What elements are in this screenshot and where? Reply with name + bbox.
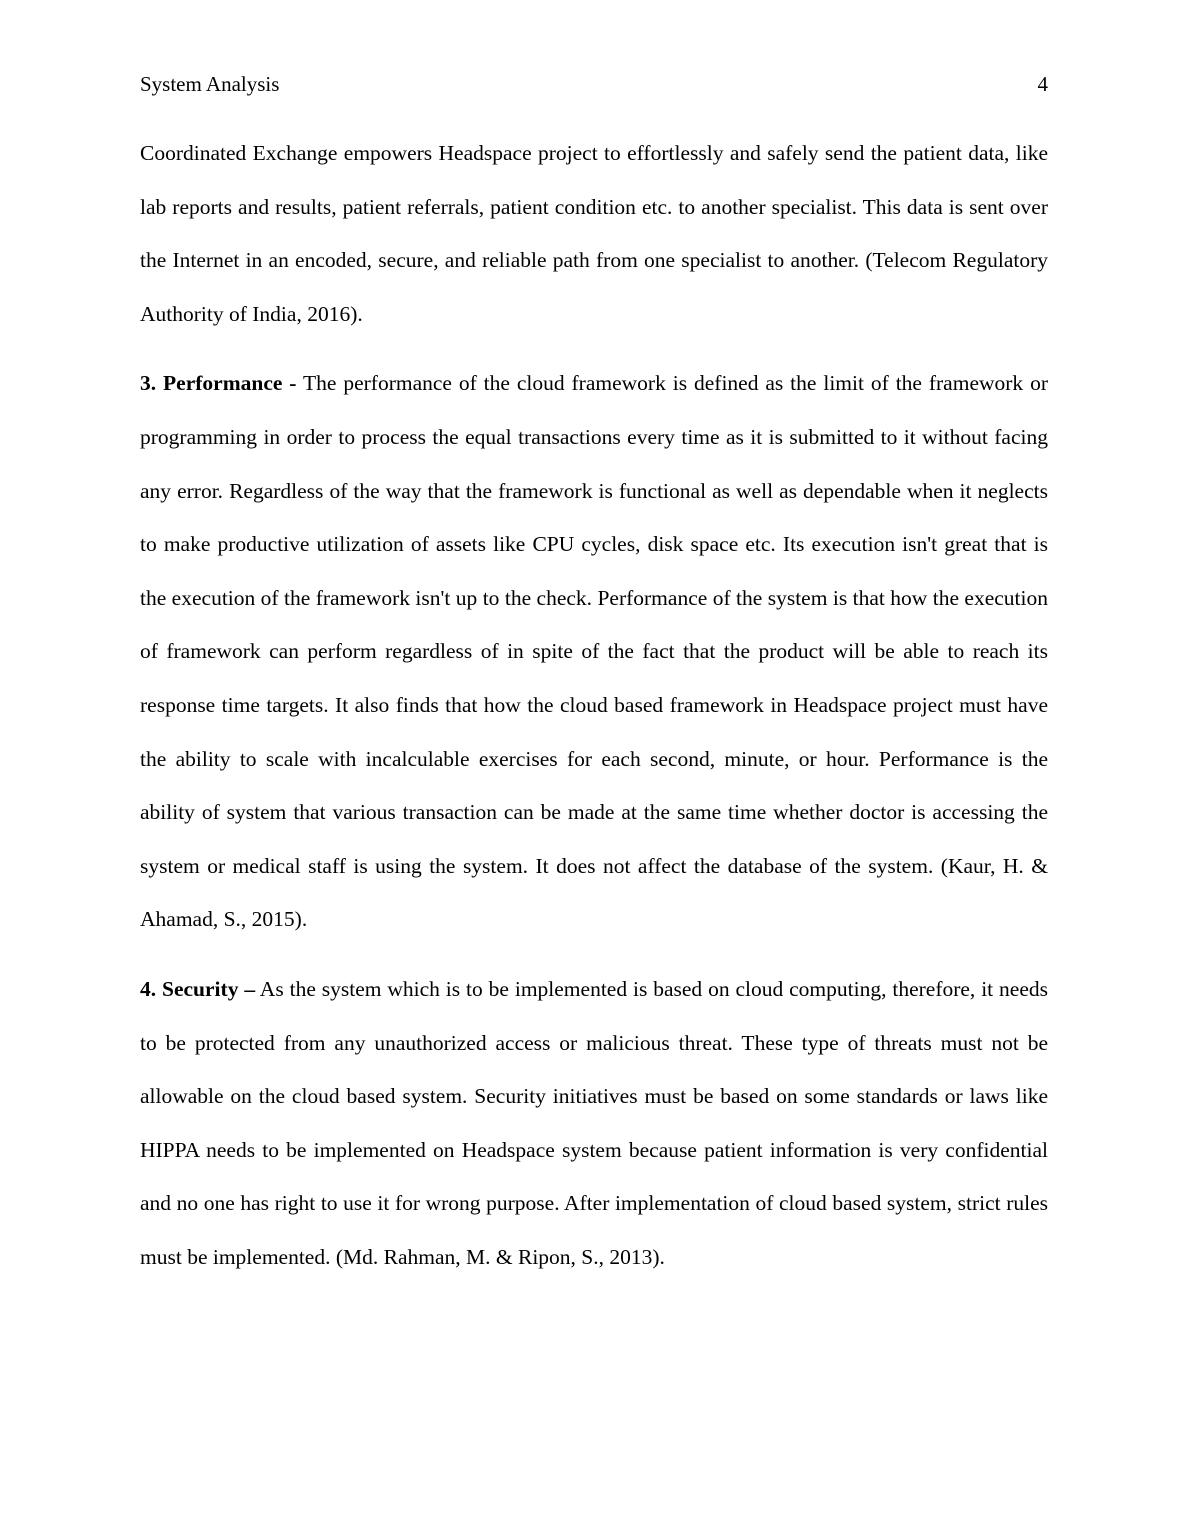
running-head-title: System Analysis bbox=[140, 72, 280, 96]
section-heading-performance: 3. Performance - bbox=[140, 371, 297, 396]
paragraph-text: Coordinated Exchange empowers Headspace project to effortlessly and safely send the patient data, like lab reports and results, patient referrals, patient condition etc. to another specialist. This data is sent over the Internet in an encoded, secure, and reliable path from one specialist to another. (Telecom Regulatory Authority of India, 2016). bbox=[140, 141, 1048, 326]
section-heading-security: 4. Security – bbox=[140, 976, 256, 1001]
page-number: 4 bbox=[1037, 72, 1048, 96]
paragraph-performance bbox=[140, 357, 1048, 947]
body-text bbox=[140, 127, 1048, 1300]
paragraph-text: As the system which is to be implemented is based on cloud computing, therefore, it needs to be protected from any unauthorized access or malicious threat. These type of threats must not be allowable on the cloud based system. Security initiatives must be based on some standards or laws like HIPPA needs to be implemented on Headspace system because patient information is very confidential and no one has right to use it for wrong purpose. After implementation of cloud based system, strict rules must be implemented. (Md. Rahman, M. & Ripon, S., 2013). bbox=[140, 976, 1048, 1269]
paragraph-text: The performance of the cloud framework is defined as the limit of the framework or programming in order to process the equal transactions every time as it is submitted to it without facing any error. Regardless of the way that the framework is functional as well as dependable when it neglects to make productive utilization of assets like CPU cycles, disk space etc. Its execution isn't great that is the execution of the framework isn't up to the check. Performance of the system is that how the execution of framework can perform regardless of in spite of the fact that the product will be able to reach its response time targets. It also finds that how the cloud based framework in Headspace project must have the ability to scale with incalculable exercises for each second, minute, or hour. Performance is the ability of system that various transaction can be made at the same time whether doctor is accessing the system or medical staff is using the system. It does not affect the database of the system. (Kaur, H. & Ahamad, S., 2015). bbox=[140, 371, 1048, 932]
paragraph-continuation bbox=[140, 127, 1048, 341]
running-header bbox=[140, 70, 1048, 98]
paragraph-security bbox=[140, 963, 1048, 1285]
